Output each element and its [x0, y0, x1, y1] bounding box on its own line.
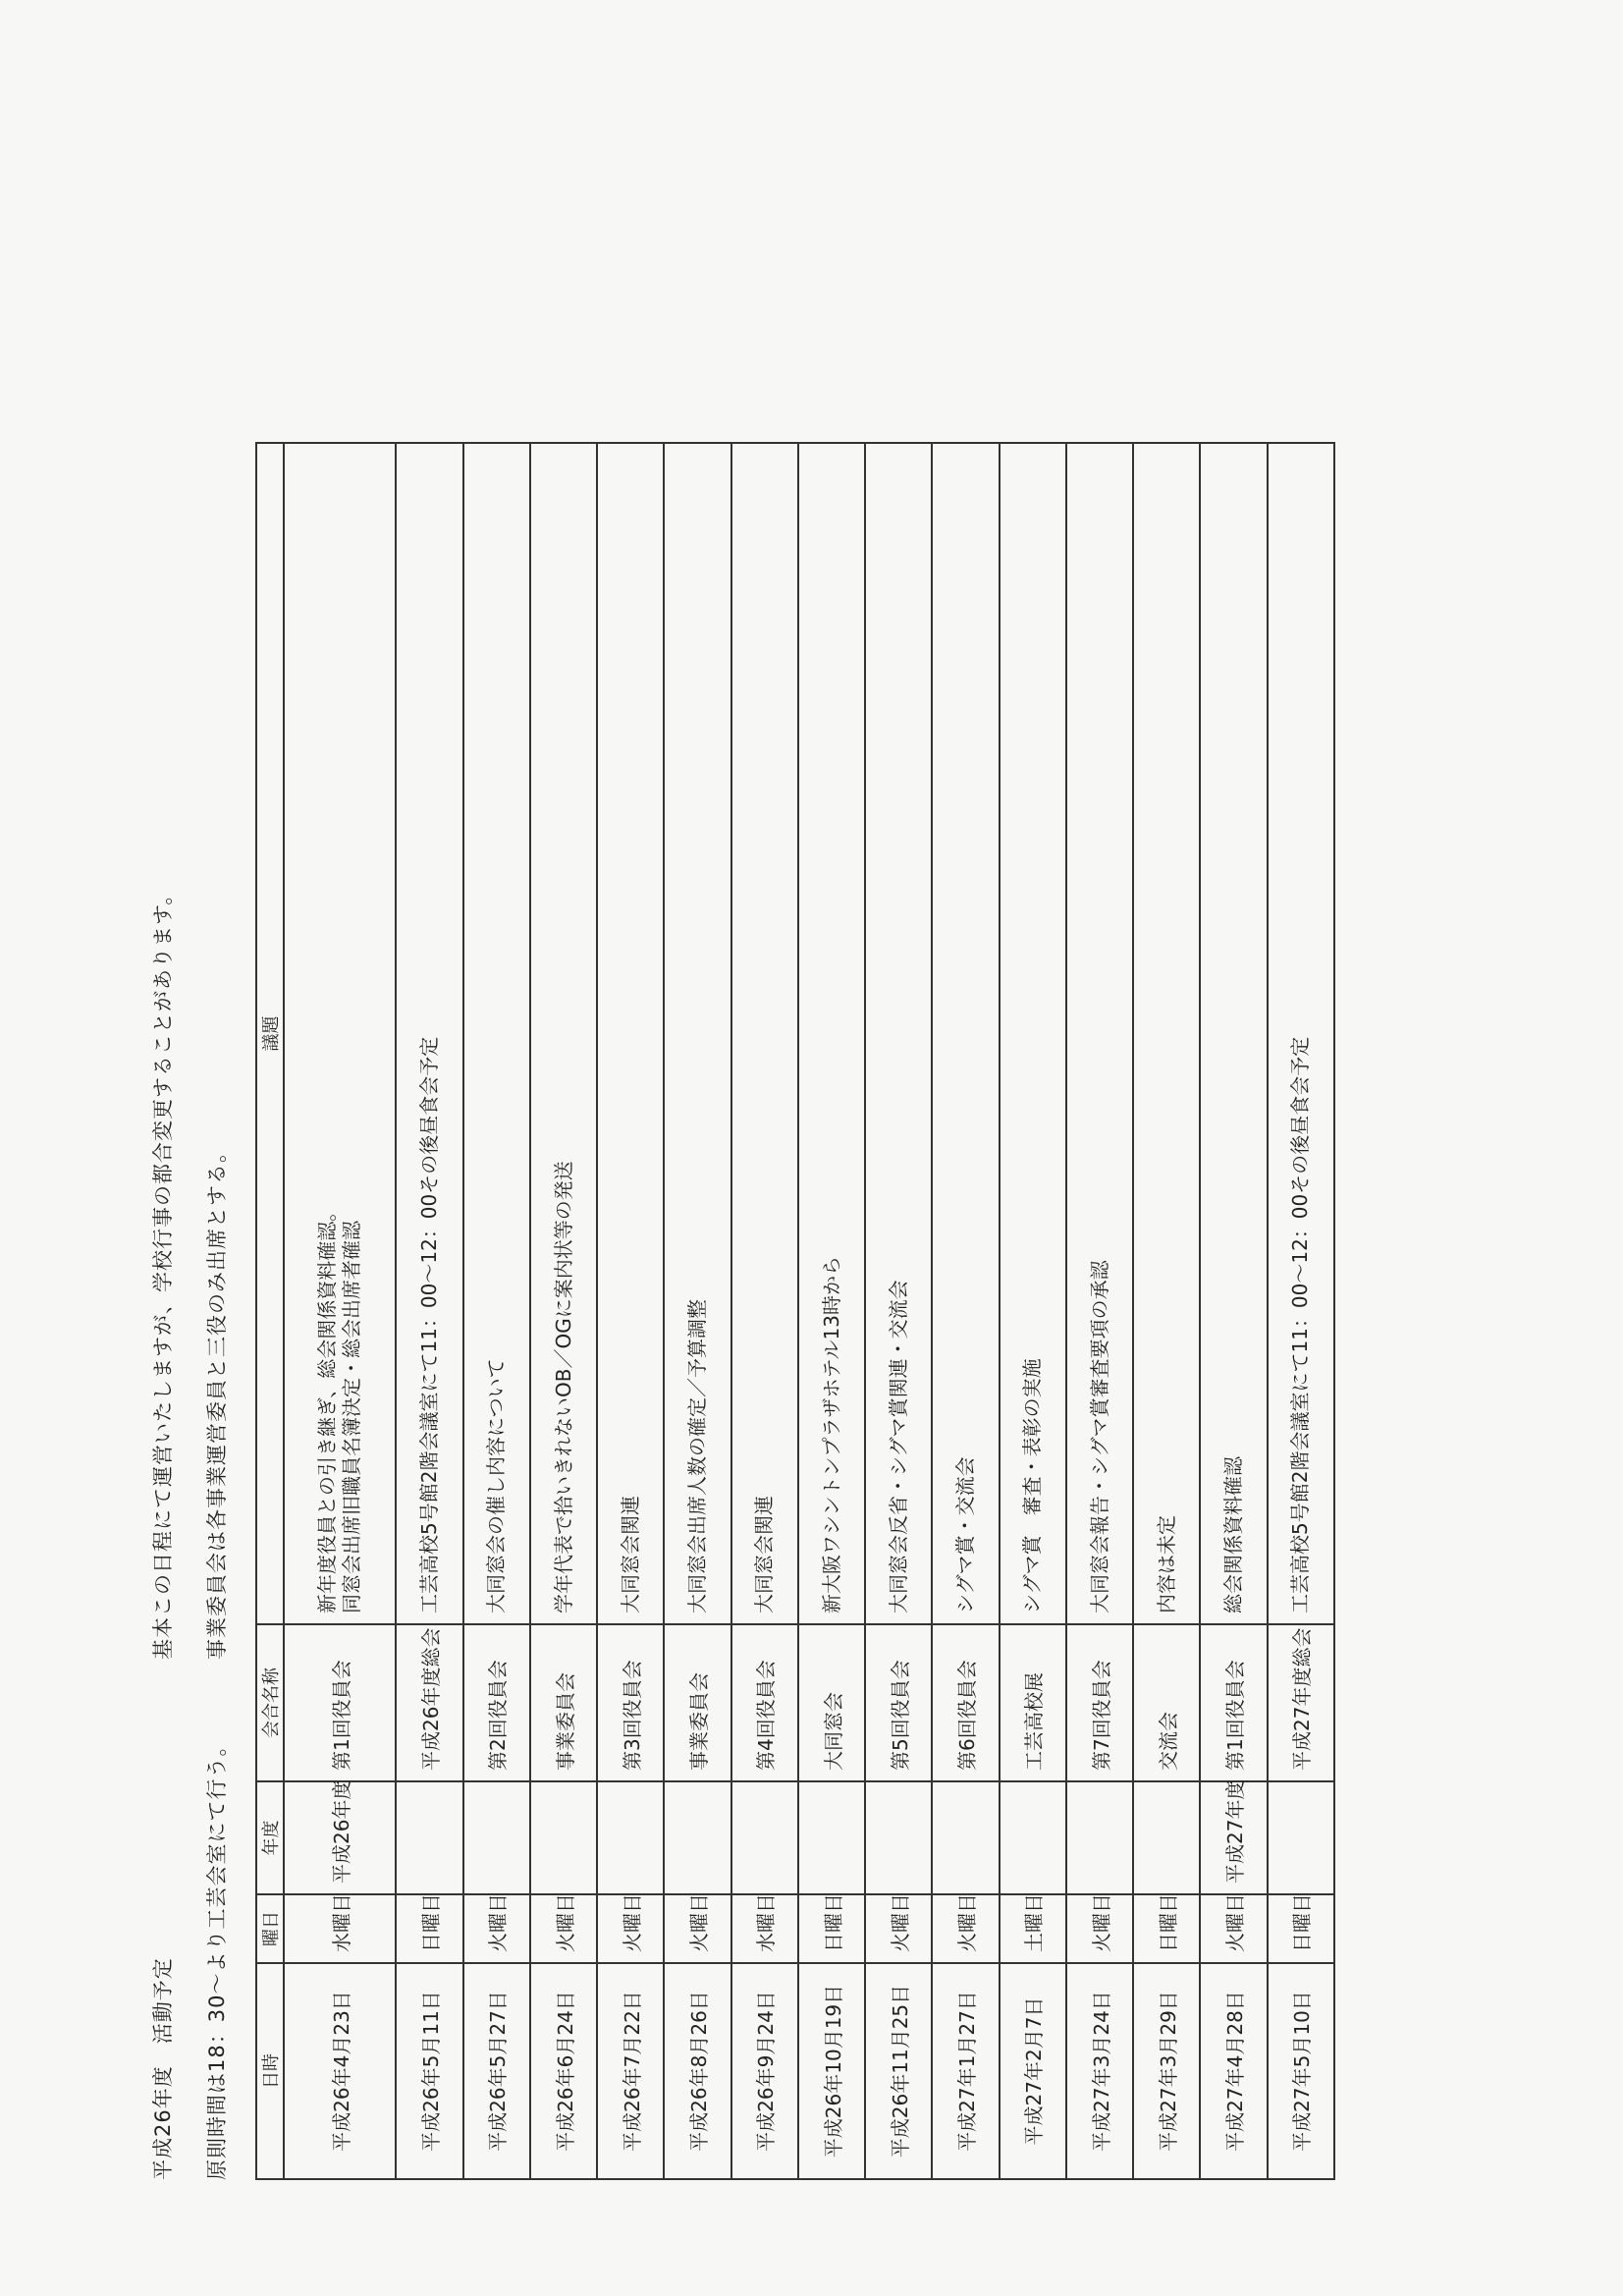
- topic-line: 新大阪ワシントンプラザホテル13時から: [819, 1256, 843, 1613]
- table-row: [1000, 443, 1066, 2179]
- topic-line: 大同窓会出席人数の確定／予算調整: [685, 1299, 710, 1613]
- table-row: [1133, 443, 1200, 2179]
- cell-topic: [597, 443, 664, 1624]
- cell-year: 平成27年度: [1200, 1781, 1267, 1894]
- cell-topic: [1133, 443, 1200, 1624]
- cell-date: 平成26年11月25日: [865, 1963, 932, 2179]
- topic-line: 内容は未定: [1154, 1515, 1178, 1613]
- cell-meeting: 平成27年度総会: [1268, 1624, 1334, 1781]
- table-row: [284, 443, 396, 2179]
- time-note: 原則時間は18：30～より工芸会室にて行う。: [205, 1734, 229, 2180]
- cell-meeting: 工芸高校展: [1000, 1624, 1066, 1781]
- cell-meeting: 第5回役員会: [865, 1624, 932, 1781]
- table-row: [798, 443, 865, 2179]
- cell-date: 平成27年3月29日: [1133, 1963, 1200, 2179]
- header-day: 曜日: [256, 1894, 284, 1963]
- topic-line: 工芸高校5号館2階会議室にて11：00～12：00その後昼食会予定: [417, 1036, 442, 1613]
- cell-day: 土曜日: [1000, 1894, 1066, 1963]
- table-row: [932, 443, 999, 2179]
- cell-day: 火曜日: [1200, 1894, 1267, 1963]
- topic-line-2: 同窓会出席旧職員名簿決定・総会出席者確認: [340, 1221, 364, 1613]
- cell-day: 水曜日: [284, 1894, 396, 1963]
- topic-line: 学年代表で拾いきれないOB／OGに案内状等の発送: [551, 1161, 575, 1613]
- cell-meeting: 事業委員会: [664, 1624, 730, 1781]
- table-row: [1066, 443, 1133, 2179]
- cell-meeting: 交流会: [1133, 1624, 1200, 1781]
- cell-date: 平成26年10月19日: [798, 1963, 865, 2179]
- table-row: [865, 443, 932, 2179]
- cell-year: [597, 1781, 664, 1894]
- cell-date: 平成26年5月27日: [463, 1963, 530, 2179]
- cell-topic: [798, 443, 865, 1624]
- topic-line: 大同窓会関連: [618, 1496, 642, 1613]
- cell-meeting: 事業委員会: [530, 1624, 597, 1781]
- cell-year: [1000, 1781, 1066, 1894]
- cell-year: [1066, 1781, 1133, 1894]
- cell-day: 日曜日: [1133, 1894, 1200, 1963]
- cell-day: 日曜日: [798, 1894, 865, 1963]
- header-meeting: 会合名称: [256, 1624, 284, 1781]
- cell-day: 火曜日: [865, 1894, 932, 1963]
- table-row: [731, 443, 798, 2179]
- cell-day: 火曜日: [932, 1894, 999, 1963]
- cell-date: 平成27年3月24日: [1066, 1963, 1133, 2179]
- cell-topic: [865, 443, 932, 1624]
- cell-day: 火曜日: [463, 1894, 530, 1963]
- topic-line: 大同窓会の催し内容について: [484, 1358, 509, 1613]
- cell-date: 平成27年4月28日: [1200, 1963, 1267, 2179]
- cell-year: [463, 1781, 530, 1894]
- schedule-table-wrap: [255, 442, 1335, 2180]
- cell-meeting: 第4回役員会: [731, 1624, 798, 1781]
- schedule-change-note: 基本この日程にて運営いたしますが、学校行事の都合変更することがあります。: [151, 883, 175, 1660]
- committee-note: 事業委員会は各事業運営委員と三役のみ出席とする。: [205, 1141, 229, 1660]
- cell-day: 火曜日: [1066, 1894, 1133, 1963]
- header-year: 年度: [256, 1781, 284, 1894]
- cell-topic: [664, 443, 730, 1624]
- cell-date: 平成26年8月26日: [664, 1963, 730, 2179]
- cell-topic: [1200, 443, 1267, 1624]
- table-header-row: [256, 443, 284, 2179]
- topic-line: シグマ賞・交流会: [953, 1456, 978, 1613]
- cell-topic: [396, 443, 462, 1624]
- topic-line: シグマ賞 審査・表彰の実施: [1020, 1358, 1045, 1613]
- cell-year: [530, 1781, 597, 1894]
- header-date: 日時: [256, 1963, 284, 2179]
- cell-year: [1268, 1781, 1334, 1894]
- table-row: [597, 443, 664, 2179]
- cell-day: 火曜日: [664, 1894, 730, 1963]
- table-row: [530, 443, 597, 2179]
- cell-year: [932, 1781, 999, 1894]
- cell-meeting: 第2回役員会: [463, 1624, 530, 1781]
- cell-date: 平成27年5月10日: [1268, 1963, 1334, 2179]
- topic-line: 新年度役員との引き継ぎ、総会関係資料確認。: [315, 1201, 340, 1613]
- cell-topic: [1066, 443, 1133, 1624]
- cell-year: [396, 1781, 462, 1894]
- cell-date: 平成26年6月24日: [530, 1963, 597, 2179]
- cell-date: 平成26年7月22日: [597, 1963, 664, 2179]
- schedule-table: [255, 442, 1335, 2180]
- topic-line: 総会関係資料確認: [1221, 1456, 1246, 1613]
- table-row: [463, 443, 530, 2179]
- cell-year: [865, 1781, 932, 1894]
- cell-topic: [1268, 443, 1334, 1624]
- cell-meeting: 第3回役員会: [597, 1624, 664, 1781]
- cell-topic: [284, 443, 396, 1624]
- cell-year: [731, 1781, 798, 1894]
- cell-day: 日曜日: [1268, 1894, 1334, 1963]
- cell-year: [664, 1781, 730, 1894]
- cell-date: 平成26年4月23日: [284, 1963, 396, 2179]
- header-topic: 議題: [256, 443, 284, 1624]
- cell-meeting: 第7回役員会: [1066, 1624, 1133, 1781]
- cell-day: 火曜日: [597, 1894, 664, 1963]
- topic-line: 大同窓会反省・シグマ賞関連・交流会: [886, 1280, 910, 1613]
- cell-meeting: 大同窓会: [798, 1624, 865, 1781]
- topic-line: 工芸高校5号館2階会議室にて11：00～12：00その後昼食会予定: [1288, 1036, 1313, 1613]
- cell-topic: [932, 443, 999, 1624]
- cell-year: 平成26年度: [284, 1781, 396, 1894]
- topic-line: 大同窓会関連: [752, 1496, 777, 1613]
- cell-date: 平成27年1月27日: [932, 1963, 999, 2179]
- table-row: [1200, 443, 1267, 2179]
- cell-year: [798, 1781, 865, 1894]
- table-row: [1268, 443, 1334, 2179]
- topic-line: 大同窓会報告・シグマ賞審査要項の承認: [1087, 1260, 1111, 1613]
- cell-meeting: 第6回役員会: [932, 1624, 999, 1781]
- cell-meeting: 第1回役員会: [1200, 1624, 1267, 1781]
- cell-day: 日曜日: [396, 1894, 462, 1963]
- table-row: [396, 443, 462, 2179]
- cell-topic: [463, 443, 530, 1624]
- cell-topic: [530, 443, 597, 1624]
- cell-date: 平成26年9月24日: [731, 1963, 798, 2179]
- cell-date: 平成27年2月7日: [1000, 1963, 1066, 2179]
- cell-meeting: 平成26年度総会: [396, 1624, 462, 1781]
- cell-topic: [1000, 443, 1066, 1624]
- cell-day: 水曜日: [731, 1894, 798, 1963]
- cell-year: [1133, 1781, 1200, 1894]
- cell-day: 火曜日: [530, 1894, 597, 1963]
- table-row: [664, 443, 730, 2179]
- cell-meeting: 第1回役員会: [284, 1624, 396, 1781]
- cell-topic: [731, 443, 798, 1624]
- rotated-page: [147, 147, 1424, 2210]
- document-title: 平成26年度 活動予定: [151, 1957, 175, 2180]
- cell-date: 平成26年5月11日: [396, 1963, 462, 2179]
